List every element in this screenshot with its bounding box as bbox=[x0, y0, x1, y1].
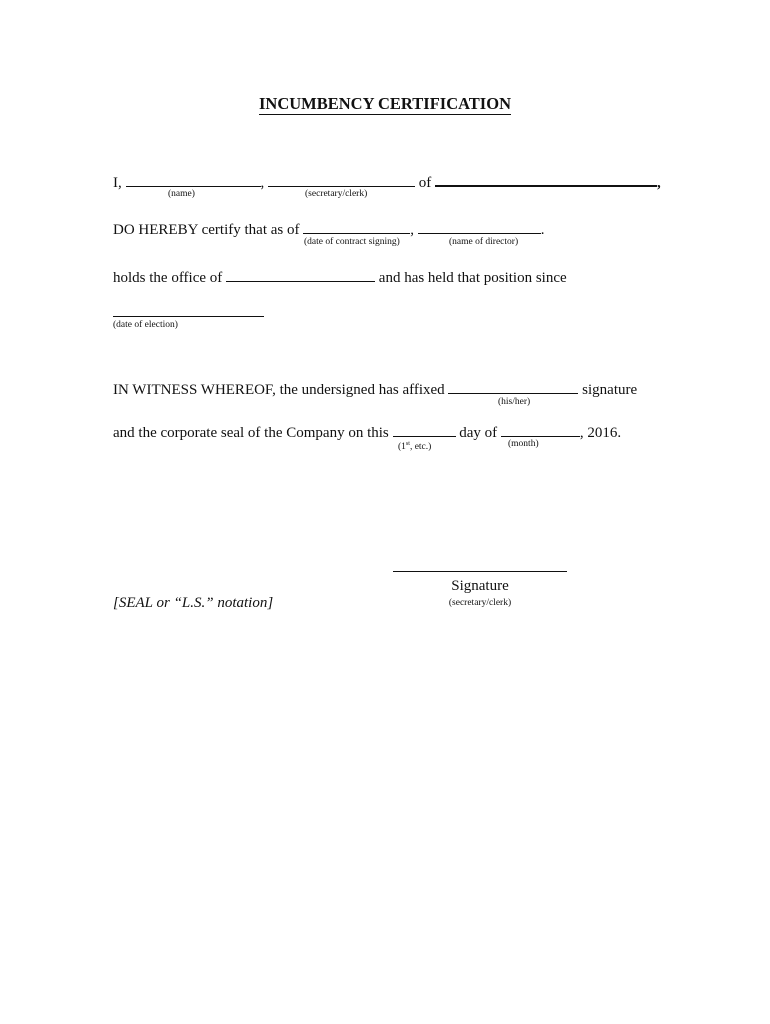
line6-end: , 2016. bbox=[579, 425, 622, 441]
office-blank[interactable] bbox=[226, 268, 375, 282]
seal-notation: [SEAL or “L.S.” notation] bbox=[113, 595, 274, 611]
line-office bbox=[113, 268, 567, 287]
line2-comma: , bbox=[410, 222, 414, 238]
name-blank[interactable] bbox=[126, 173, 261, 187]
contract-date-blank[interactable] bbox=[303, 220, 410, 234]
line1-of: of bbox=[418, 175, 432, 191]
line6-start: and the corporate seal of the Company on this bbox=[113, 425, 389, 441]
caption-election-date: (date of election) bbox=[113, 320, 178, 330]
caption-month: (month) bbox=[508, 439, 539, 449]
caption-contract-date: (date of contract signing) bbox=[304, 237, 400, 247]
line1-start: I, bbox=[113, 175, 122, 191]
document-title-text: INCUMBENCY CERTIFICATION bbox=[259, 94, 511, 113]
line5-end: signature bbox=[582, 382, 638, 398]
month-blank[interactable] bbox=[501, 423, 580, 437]
caption-day bbox=[398, 439, 431, 453]
caption-director-name: (name of director) bbox=[449, 237, 519, 247]
day-blank[interactable] bbox=[393, 423, 456, 437]
election-date-blank[interactable] bbox=[113, 316, 264, 317]
line6-mid: day of bbox=[459, 425, 498, 441]
caption-day-sup: st bbox=[405, 441, 410, 447]
line-corporate-seal bbox=[113, 423, 621, 442]
line-witness bbox=[113, 380, 637, 399]
company-blank[interactable] bbox=[435, 172, 657, 187]
line2-text: DO HEREBY certify that as of bbox=[113, 222, 300, 238]
his-her-blank[interactable] bbox=[448, 380, 578, 394]
line5-start: IN WITNESS WHEREOF, the undersigned has affixed bbox=[113, 382, 445, 398]
line1-end: , bbox=[657, 175, 661, 191]
line3-start: holds the office of bbox=[113, 270, 223, 286]
caption-secretary-clerk: (secretary/clerk) bbox=[305, 189, 368, 199]
line2-period: . bbox=[540, 222, 545, 238]
caption-day-pre: (1 bbox=[398, 442, 406, 453]
document-title bbox=[0, 94, 770, 114]
caption-signature-secretary-clerk: (secretary/clerk) bbox=[448, 598, 512, 608]
role-blank[interactable] bbox=[268, 173, 415, 187]
caption-his-her: (his/her) bbox=[498, 397, 531, 407]
line-name-role-company bbox=[113, 172, 661, 192]
line1-comma: , bbox=[260, 175, 265, 191]
line3-end: and has held that position since bbox=[378, 270, 567, 286]
caption-day-post: , etc.) bbox=[409, 442, 432, 453]
director-name-blank[interactable] bbox=[418, 220, 541, 234]
signature-label: Signature bbox=[451, 578, 509, 594]
signature-line[interactable] bbox=[393, 571, 567, 572]
caption-name: (name) bbox=[168, 189, 195, 199]
